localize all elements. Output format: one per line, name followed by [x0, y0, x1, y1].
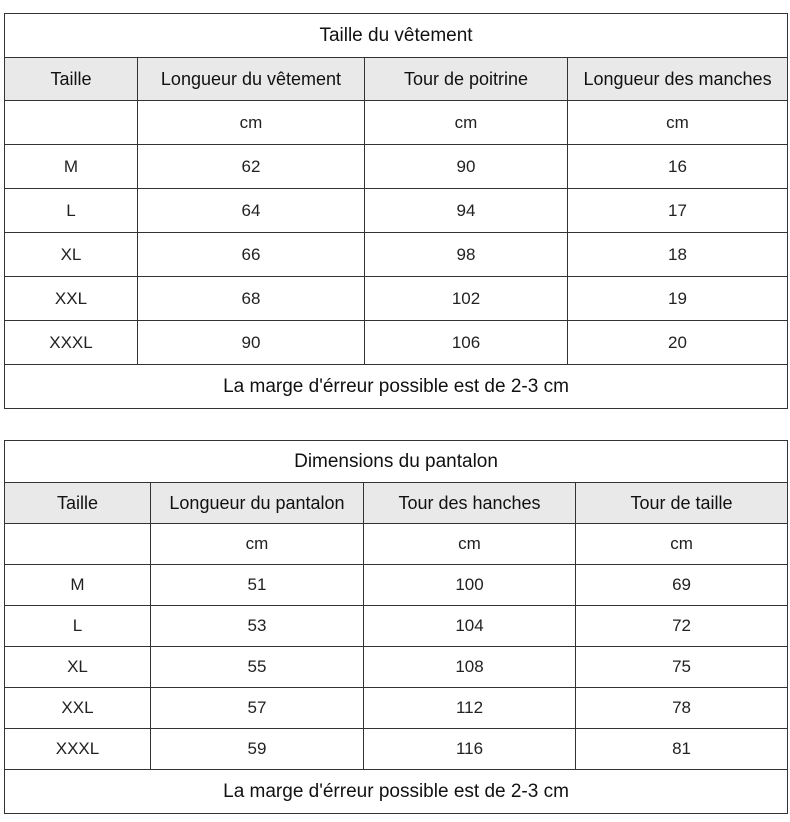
unit-cell: [5, 101, 138, 145]
size-cell: XXL: [5, 688, 151, 729]
header-cell: Tour des hanches: [364, 483, 576, 524]
table-row: [5, 647, 788, 688]
size-cell: XL: [5, 233, 138, 277]
table-row: [5, 277, 788, 321]
unit-cell: cm: [576, 524, 788, 565]
value-cell: 102: [365, 277, 568, 321]
value-cell: 98: [365, 233, 568, 277]
value-cell: 116: [364, 729, 576, 770]
value-cell: 51: [151, 565, 364, 606]
value-cell: 108: [364, 647, 576, 688]
value-cell: 106: [365, 321, 568, 365]
size-cell: M: [5, 565, 151, 606]
value-cell: 78: [576, 688, 788, 729]
value-cell: 112: [364, 688, 576, 729]
pants-size-table: [4, 440, 788, 814]
size-cell: L: [5, 189, 138, 233]
value-cell: 90: [138, 321, 365, 365]
header-cell: Taille: [5, 483, 151, 524]
value-cell: 75: [576, 647, 788, 688]
value-cell: 17: [568, 189, 788, 233]
error-margin-note: La marge d'érreur possible est de 2-3 cm: [5, 770, 788, 814]
size-cell: M: [5, 145, 138, 189]
header-cell: Tour de taille: [576, 483, 788, 524]
size-cell: XL: [5, 647, 151, 688]
unit-cell: cm: [364, 524, 576, 565]
header-cell: Longueur des manches: [568, 58, 788, 101]
value-cell: 59: [151, 729, 364, 770]
unit-cell: cm: [568, 101, 788, 145]
value-cell: 72: [576, 606, 788, 647]
value-cell: 16: [568, 145, 788, 189]
value-cell: 68: [138, 277, 365, 321]
unit-cell: cm: [365, 101, 568, 145]
size-cell: XXXL: [5, 729, 151, 770]
value-cell: 69: [576, 565, 788, 606]
size-cell: L: [5, 606, 151, 647]
unit-cell: cm: [138, 101, 365, 145]
value-cell: 19: [568, 277, 788, 321]
table-row: [5, 189, 788, 233]
value-cell: 81: [576, 729, 788, 770]
table-row: [5, 321, 788, 365]
pants-table-title: Dimensions du pantalon: [5, 441, 788, 483]
value-cell: 53: [151, 606, 364, 647]
value-cell: 90: [365, 145, 568, 189]
header-cell: Longueur du pantalon: [151, 483, 364, 524]
header-cell: Tour de poitrine: [365, 58, 568, 101]
table-row: [5, 729, 788, 770]
garment-table-title: Taille du vêtement: [5, 14, 788, 58]
value-cell: 20: [568, 321, 788, 365]
value-cell: 94: [365, 189, 568, 233]
unit-cell: [5, 524, 151, 565]
table-row: [5, 565, 788, 606]
garment-size-table: [4, 13, 788, 409]
value-cell: 64: [138, 189, 365, 233]
value-cell: 66: [138, 233, 365, 277]
header-cell: Taille: [5, 58, 138, 101]
size-cell: XXXL: [5, 321, 138, 365]
value-cell: 55: [151, 647, 364, 688]
error-margin-note: La marge d'érreur possible est de 2-3 cm: [5, 365, 788, 409]
table-row: [5, 145, 788, 189]
value-cell: 62: [138, 145, 365, 189]
value-cell: 18: [568, 233, 788, 277]
size-cell: XXL: [5, 277, 138, 321]
table-row: [5, 233, 788, 277]
header-cell: Longueur du vêtement: [138, 58, 365, 101]
table-row: [5, 606, 788, 647]
table-row: [5, 688, 788, 729]
value-cell: 100: [364, 565, 576, 606]
unit-cell: cm: [151, 524, 364, 565]
value-cell: 104: [364, 606, 576, 647]
value-cell: 57: [151, 688, 364, 729]
